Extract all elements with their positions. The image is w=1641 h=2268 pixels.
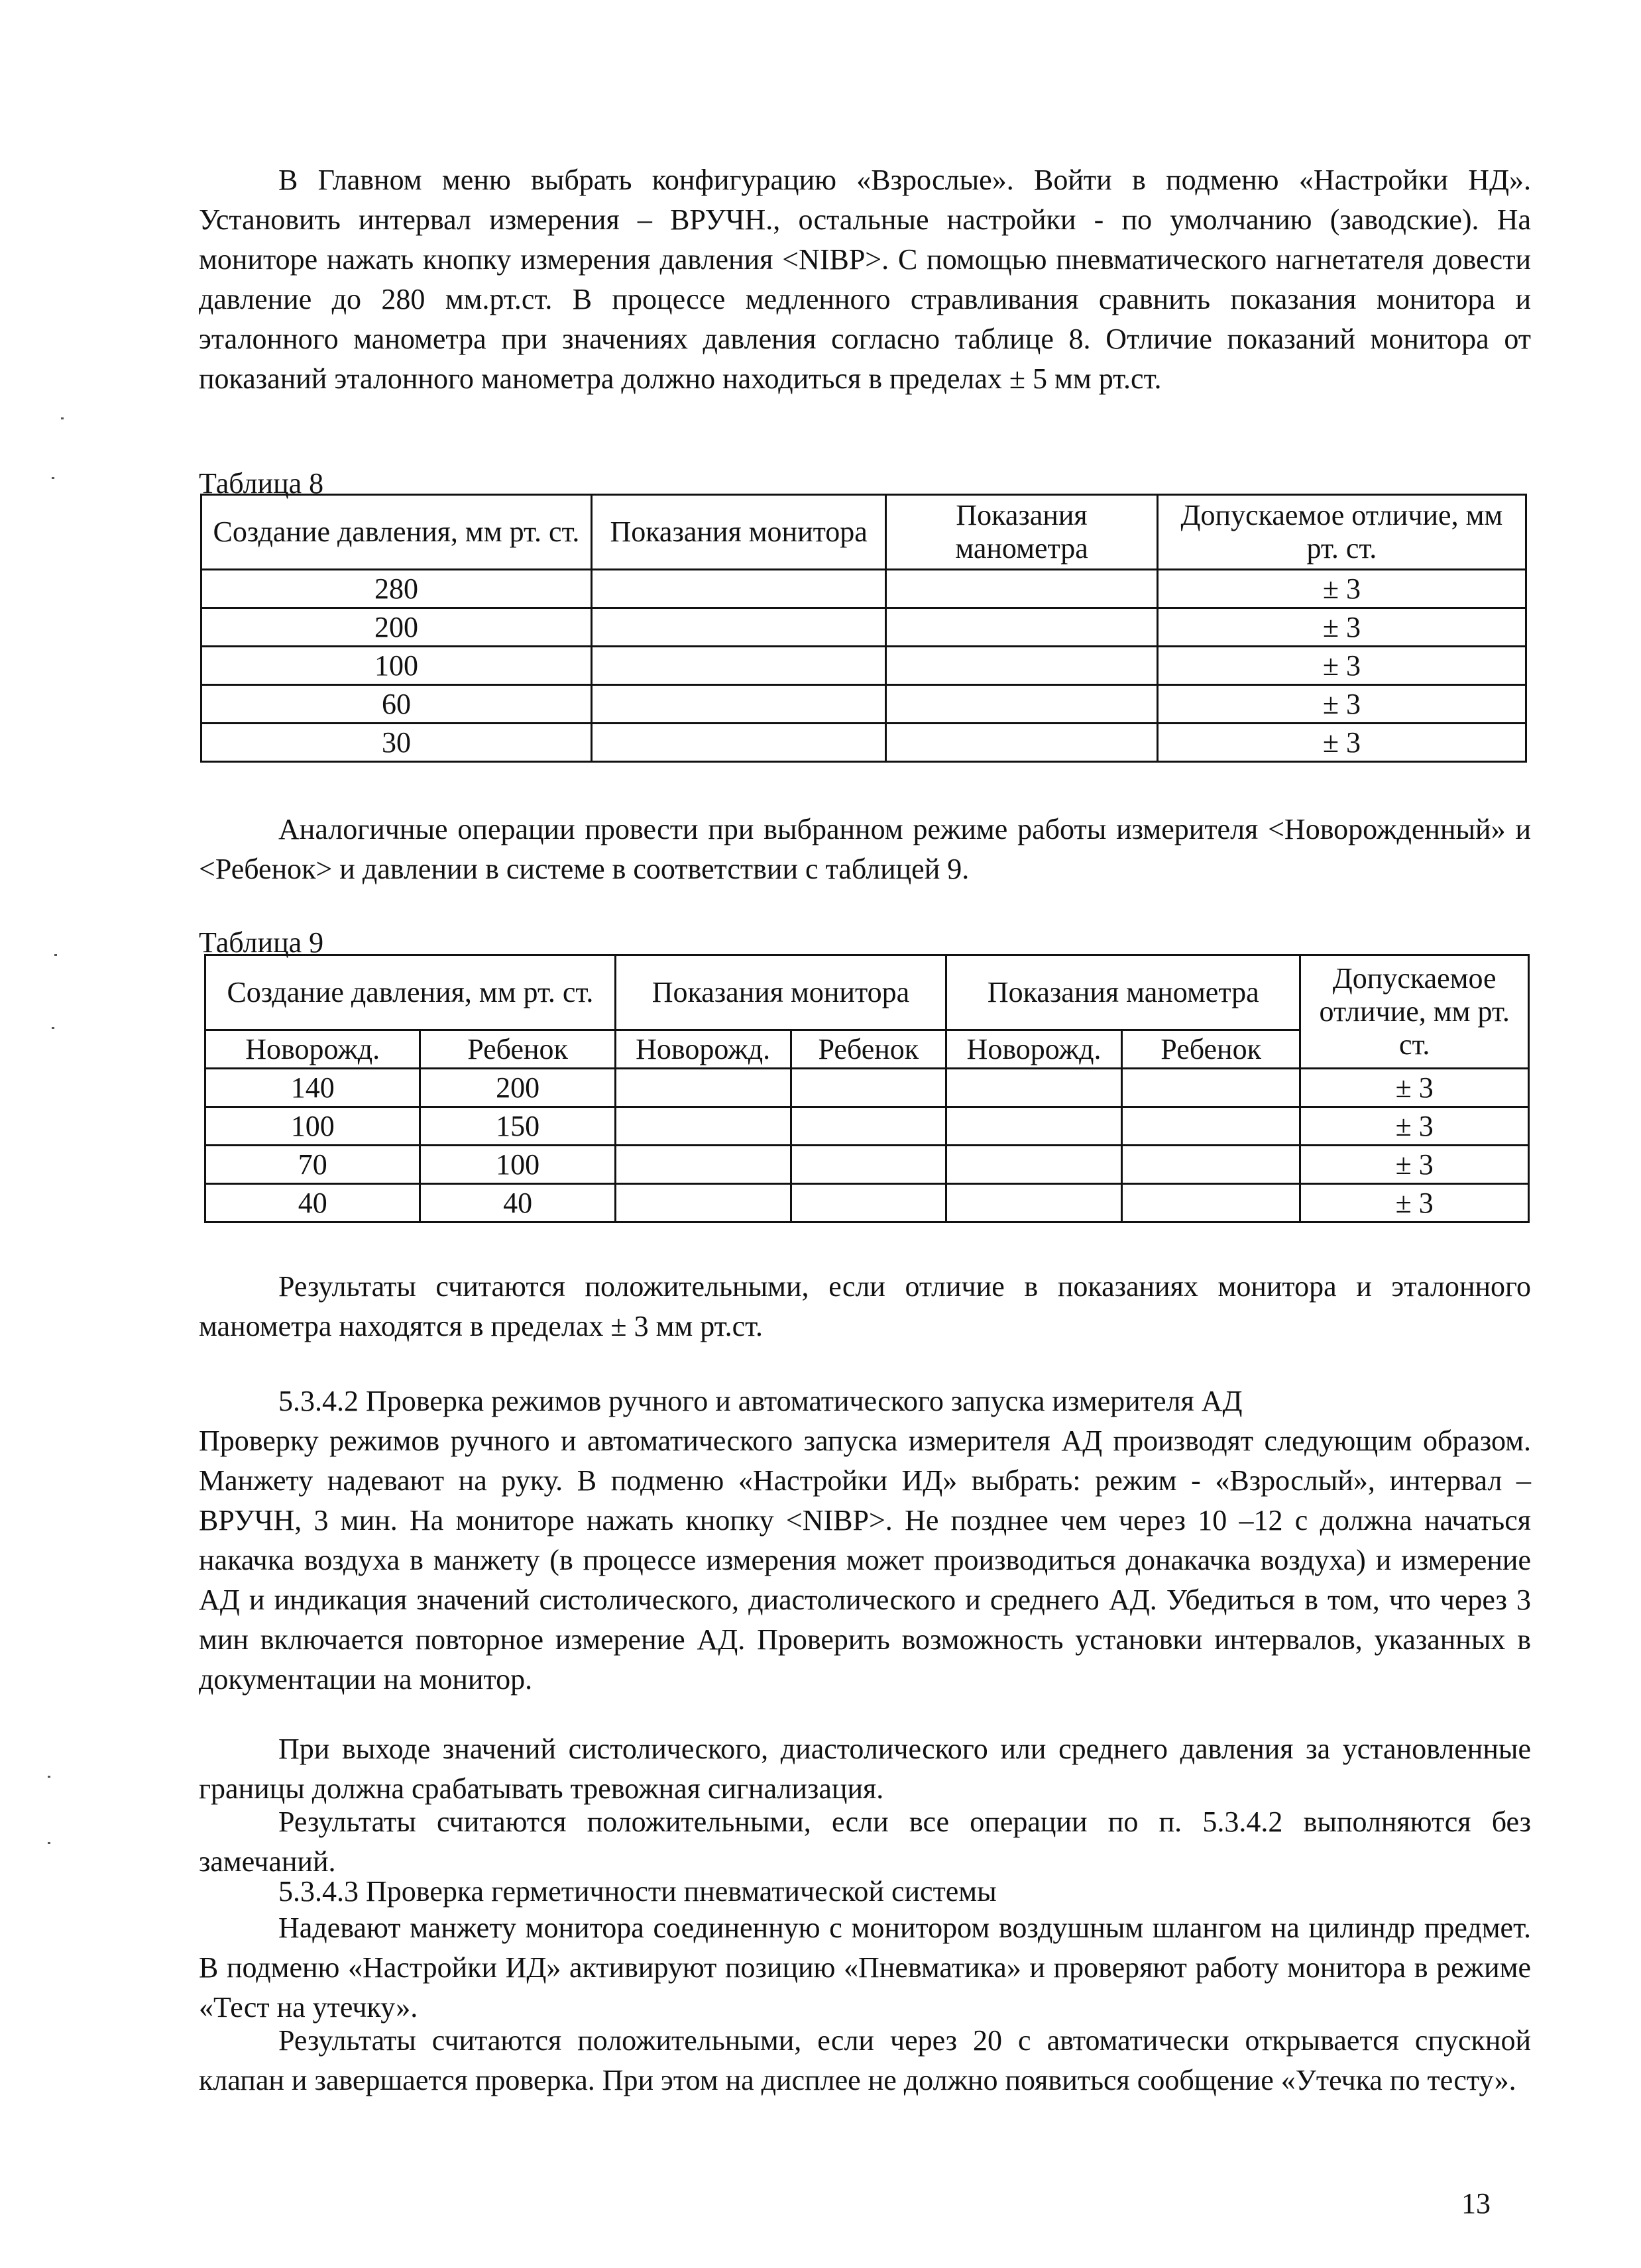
subheader-newborn: Новорожд. — [946, 1030, 1122, 1069]
paragraph-intro: В Главном меню выбрать конфигурацию «Взрослые». Войти в подменю «Настройки НД». Установить интервал измерения – ВРУЧН., остальные настройки - по умолчанию (заводские). На мониторе нажать кнопку измерения давления <NIBP>. С помощью пневматического нагнетателя довести давление до 280 мм.рт.ст. В процессе медленного стравливания сравнить показания монитора и эталонного манометра при значениях давления согласно таблице 8. Отличие показаний монитора от показаний эталонного манометра должно находиться в пределах ± 5 мм рт.ст. — [199, 164, 1531, 395]
cell-monitor — [591, 685, 885, 724]
cell — [1121, 1069, 1300, 1107]
section-5343-body: Надевают манжету монитора соединенную с монитором воздушным шлангом на цилиндр предмет. В подменю «Настройки ИД» активируют позицию «Пневматика» и проверяют работу монитора в режиме «Тест на утечку». — [199, 1912, 1531, 2024]
cell — [1121, 1107, 1300, 1146]
table-row — [201, 570, 1526, 608]
cell — [615, 1069, 791, 1107]
cell — [791, 1184, 946, 1222]
table-row — [201, 724, 1526, 762]
scan-speck — [52, 1027, 54, 1029]
cell — [791, 1069, 946, 1107]
table-row — [205, 1107, 1529, 1146]
cell-manometer — [886, 685, 1157, 724]
cell — [946, 1107, 1122, 1146]
cell-manometer — [886, 608, 1157, 647]
cell — [615, 1107, 791, 1146]
subheader-child: Ребенок — [420, 1030, 615, 1069]
paragraph-similar-operations: Аналогичные операции провести при выбранном режиме работы измерителя <Новорожденный» и <Ребенок> и давлении в системе в соответствии с таблицей 9. — [199, 813, 1531, 885]
cell-pressure: 280 — [201, 570, 592, 608]
section-5342-body: Проверку режимов ручного и автоматического запуска измерителя АД производят следующим образом. Манжету надевают на руку. В подменю «Настройки ИД» выбрать: режим - «Взрослый», интервал – ВРУЧН, 3 мин. На мониторе нажать кнопку <NIBP>. Не позднее чем через 10 –12 с должна начаться накачка воздуха в манжету (в процессе измерения может производиться донакачка воздуха) и измерение АД и индикация значений систолического, диастолического и среднего АД. Убедиться в том, что через 3 мин включается повторное измерение АД. Проверить возможность установки интервалов, указанных в документации на монитор. — [199, 1425, 1531, 1696]
header-pressure: Создание давления, мм рт. ст. — [205, 955, 616, 1030]
scan-speck — [54, 954, 57, 956]
subheader-newborn: Новорожд. — [615, 1030, 791, 1069]
header-manometer: Показания манометра — [946, 955, 1300, 1030]
table-row — [201, 647, 1526, 685]
header-tolerance: Допускаемое отличие, мм рт. ст. — [1157, 495, 1526, 570]
cell-monitor — [591, 608, 885, 647]
table-row — [201, 608, 1526, 647]
table-group-header-row — [205, 955, 1529, 1030]
cell-manometer — [886, 570, 1157, 608]
cell-tolerance: ± 3 — [1157, 608, 1526, 647]
scan-speck — [48, 1842, 50, 1844]
page-number: 13 — [1461, 2187, 1491, 2220]
paragraph-result-5343: Результаты считаются положительными, если через 20 с автоматически открывается спускной клапан и завершается проверка. При этом на дисплее не должно появиться сообщение «Утечка по тесту». — [199, 2024, 1531, 2096]
cell-manometer — [886, 724, 1157, 762]
table-9 — [204, 954, 1530, 1223]
cell-tolerance: ± 3 — [1157, 685, 1526, 724]
cell: 140 — [205, 1069, 420, 1107]
cell: 100 — [420, 1146, 615, 1184]
cell: 40 — [205, 1184, 420, 1222]
subheader-child: Ребенок — [791, 1030, 946, 1069]
cell-tolerance: ± 3 — [1300, 1146, 1529, 1184]
cell — [1121, 1146, 1300, 1184]
cell-tolerance: ± 3 — [1300, 1184, 1529, 1222]
table-row — [201, 685, 1526, 724]
cell-monitor — [591, 570, 885, 608]
cell-pressure: 200 — [201, 608, 592, 647]
cell-pressure: 100 — [201, 647, 592, 685]
header-manometer: Показания манометра — [886, 495, 1157, 570]
scan-speck — [52, 477, 54, 479]
cell — [791, 1146, 946, 1184]
table-header-row — [201, 495, 1526, 570]
subheader-child: Ребенок — [1121, 1030, 1300, 1069]
cell — [946, 1069, 1122, 1107]
cell-pressure: 60 — [201, 685, 592, 724]
cell-pressure: 30 — [201, 724, 592, 762]
table9-caption: Таблица 9 — [199, 926, 324, 959]
table-8 — [200, 494, 1527, 763]
cell — [615, 1184, 791, 1222]
cell — [1121, 1184, 1300, 1222]
cell — [946, 1184, 1122, 1222]
cell-tolerance: ± 3 — [1157, 724, 1526, 762]
section-5342-title: 5.3.4.2 Проверка режимов ручного и автоматического запуска измерителя АД — [278, 1385, 1243, 1417]
header-monitor: Показания монитора — [615, 955, 946, 1030]
cell — [791, 1107, 946, 1146]
table-row — [205, 1184, 1529, 1222]
paragraph-result-5342: Результаты считаются положительными, если все операции по п. 5.3.4.2 выполняются без замечаний. — [199, 1806, 1531, 1878]
cell-manometer — [886, 647, 1157, 685]
cell-tolerance: ± 3 — [1300, 1069, 1529, 1107]
paragraph-alarm: При выходе значений систолического, диастолического или среднего давления за установленные границы должна срабатывать тревожная сигнализация. — [199, 1733, 1531, 1805]
header-pressure: Создание давления, мм рт. ст. — [201, 495, 592, 570]
cell-monitor — [591, 647, 885, 685]
cell: 100 — [205, 1107, 420, 1146]
table8-caption: Таблица 8 — [199, 467, 324, 500]
cell: 70 — [205, 1146, 420, 1184]
paragraph-results-table9: Результаты считаются положительными, если отличие в показаниях монитора и эталонного манометра находятся в пределах ± 3 мм рт.ст. — [199, 1270, 1531, 1342]
cell-tolerance: ± 3 — [1157, 647, 1526, 685]
cell-tolerance: ± 3 — [1300, 1107, 1529, 1146]
cell: 150 — [420, 1107, 615, 1146]
section-5343-title: 5.3.4.3 Проверка герметичности пневматической системы — [278, 1875, 997, 1908]
header-monitor: Показания монитора — [591, 495, 885, 570]
cell-tolerance: ± 3 — [1157, 570, 1526, 608]
table-row — [205, 1146, 1529, 1184]
subheader-newborn: Новорожд. — [205, 1030, 420, 1069]
cell-monitor — [591, 724, 885, 762]
cell: 40 — [420, 1184, 615, 1222]
cell — [946, 1146, 1122, 1184]
scan-speck — [61, 417, 64, 419]
cell — [615, 1146, 791, 1184]
cell: 200 — [420, 1069, 615, 1107]
table-row — [205, 1069, 1529, 1107]
header-tolerance: Допускаемое отличие, мм рт. ст. — [1300, 955, 1529, 1069]
scan-speck — [48, 1776, 50, 1778]
